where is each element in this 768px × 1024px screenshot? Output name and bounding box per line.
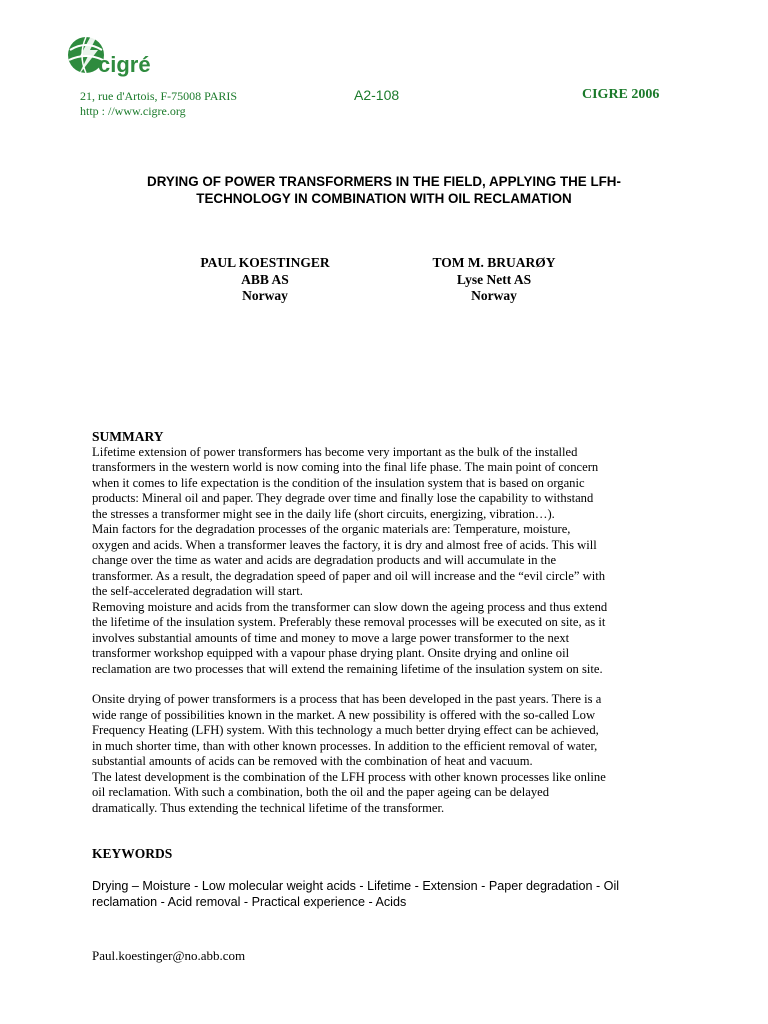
text-line: Removing moisture and acids from the transformer can slow down the ageing process and thus extend [92,599,608,614]
title-line: TECHNOLOGY IN COMBINATION WITH OIL RECLAMATION [196,191,572,206]
website-link[interactable]: http : //www.cigre.org [80,104,186,118]
text-line: oxygen and acids. When a transformer leaves the factory, it is dry and almost free of acids. This will [92,537,597,552]
text-line: transformer workshop equipped with a vapour phase drying plant. Onsite drying and online oil [92,646,570,660]
text-line: reclamation are two processes that will extend the remaining lifetime of the insulation system on site. [92,661,603,676]
author-name: PAUL KOESTINGER [200,255,330,270]
author-org: Lyse Nett AS [456,271,532,287]
address-line: 21, rue d'Artois, F-75008 PARIS [80,89,238,103]
text-line: Onsite drying of power transformers is a process that has been developed in the past years. There is a [92,692,602,706]
text-line: transformers in the western world is now coming into the final life phase. The main point of concern [92,460,599,474]
address-block [80,89,237,119]
title-line: DRYING OF POWER TRANSFORMERS IN THE FIELD, APPLYING THE LFH- [147,174,621,189]
text-line: products: Mineral oil and paper. They degrade over time and finally lose the capability to withstand [92,491,594,505]
logo-text: cigré [98,52,151,77]
conference-name: CIGRE 2006 [582,87,660,102]
text-line: Main factors for the degradation processes of the organic materials are: Temperature, moisture, [92,522,571,536]
keywords-list [92,879,682,910]
author-block [155,255,375,305]
text-line: when it comes to life expectation is the condition of the insulation system that is based on organic [92,475,585,490]
text-line: wide range of possibilities known in the market. A new possibility is offered with the so-called Low [92,707,596,722]
text-line: the lifetime of the insulation system. Preferably these removal processes will be executed on site, as it [92,615,606,629]
summary-section [92,429,682,816]
summary-paragraph [92,445,682,678]
text-line: Drying – Moisture - Low molecular weight acids - Lifetime - Extension - Paper degradation - Oil [92,879,620,893]
author-country: Norway [242,288,288,303]
text-line: in much shorter time, than with other known processes. In addition to the efficient removal of water, [92,738,598,753]
text-line: change over the time as water and acids are degradation products and will accumulate in the [92,553,557,567]
paper-title [90,173,678,207]
text-line: The latest development is the combination of the LFH process with other known processes like online [92,769,606,784]
keywords-heading: KEYWORDS [92,846,173,861]
text-line: Frequency Heating (LFH) system. With this technology a much better drying effect can be achieved, [92,723,599,737]
text-line: the stresses a transformer might see in the daily life (short circuits, energizing, vibration…). [92,506,555,521]
author-country: Norway [471,288,517,303]
text-line: oil reclamation. With such a combination, both the oil and the paper ageing can be delayed [92,785,550,799]
author-org: ABB AS [241,271,289,287]
cigre-logo [64,30,164,86]
author-block [384,255,604,305]
summary-heading: SUMMARY [92,429,164,444]
author-name: TOM M. BRUARØY [432,255,556,270]
paper-id: A2-108 [354,87,400,103]
summary-paragraph [92,692,682,816]
text-line: transformer. As a result, the degradation speed of paper and oil will increase and the “evil circle” with [92,568,606,583]
text-line: the self-accelerated degradation will start. [92,584,303,598]
text-line: dramatically. Thus extending the technical lifetime of the transformer. [92,800,445,815]
text-line: Lifetime extension of power transformers has become very important as the bulk of the installed [92,444,578,459]
text-line: involves substantial amounts of time and money to move a large power transformer to the next [92,630,570,645]
text-line: substantial amounts of acids can be removed with the combination of heat and vacuum. [92,754,533,768]
author-email[interactable]: Paul.koestinger@no.abb.com [92,948,246,963]
text-line: reclamation - Acid removal - Practical experience - Acids [92,894,407,909]
